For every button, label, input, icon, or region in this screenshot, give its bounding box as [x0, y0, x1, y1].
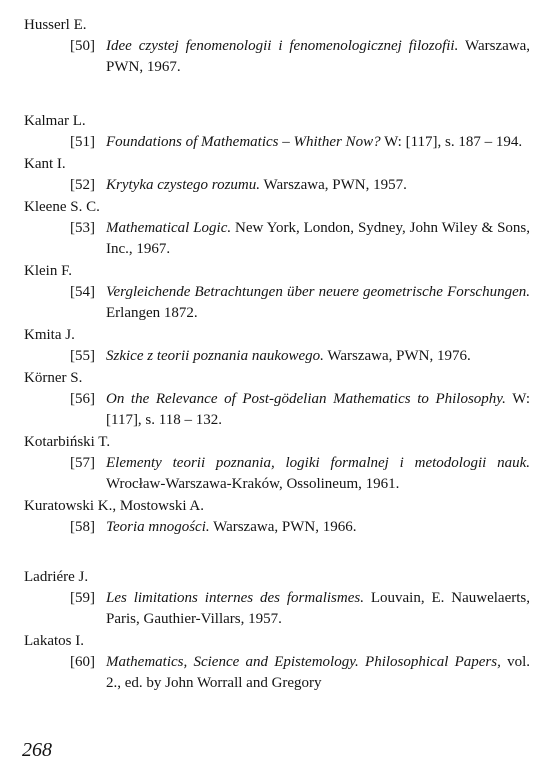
reference-item [24, 282, 530, 324]
reference-item [24, 517, 530, 538]
reference-publication: Warszawa, PWN, 1957. [263, 177, 407, 193]
author-name: Kotarbiński T. [24, 434, 111, 450]
reference-title: Szkice z teorii poznania naukowego. [106, 348, 324, 364]
reference-item [24, 132, 530, 153]
bib-entry-kuratowski [24, 495, 530, 538]
reference-number: [56] [70, 391, 95, 407]
reference-number: [55] [70, 348, 95, 364]
author-name: Lakatos I. [24, 633, 84, 649]
bibliography-list [24, 14, 530, 694]
author-name: Kuratowski K., Mostowski A. [24, 498, 205, 514]
author-name: Husserl E. [24, 17, 87, 33]
reference-title: Mathematics, Science and Epistemology. Philosophical Papers, [106, 654, 501, 670]
reference-item [24, 175, 530, 196]
reference-publication: Louvain, E. Nauwelaerts, Paris, Gauthier-Villars, 1957. [106, 590, 530, 627]
bib-entry-kmita [24, 324, 530, 367]
section-gap [24, 538, 530, 566]
author-name: Ladriére J. [24, 569, 89, 585]
reference-item [24, 652, 530, 694]
reference-title: Foundations of Mathematics – Whither Now? [106, 134, 381, 150]
bib-entry-kotarbinski [24, 431, 530, 495]
author-name: Kmita J. [24, 327, 75, 343]
reference-item [24, 218, 530, 260]
reference-item [24, 588, 530, 630]
reference-publication: Warszawa, PWN, 1976. [327, 348, 471, 364]
reference-title: Elementy teorii poznania, logiki formalnej i metodologii nauk. [106, 455, 530, 471]
reference-title: Krytyka czystego rozumu. [106, 177, 260, 193]
reference-publication: Wrocław-Warszawa-Kraków, Ossolineum, 1961. [106, 476, 400, 492]
author-name: Körner S. [24, 370, 83, 386]
reference-publication: W: [117], s. 118 – 132. [106, 391, 531, 428]
bib-entry-kalmar [24, 110, 530, 153]
reference-publication: W: [117], s. 187 – 194. [384, 134, 523, 150]
author-name: Kleene S. C. [24, 199, 100, 215]
reference-publication: New York, London, Sydney, John Wiley & Sons, Inc., 1967. [106, 220, 530, 257]
reference-publication: Warszawa, PWN, 1967. [106, 38, 531, 75]
reference-number: [50] [70, 38, 95, 54]
bib-entry-klein [24, 260, 530, 324]
bib-entry-lakatos [24, 630, 530, 694]
reference-number: [57] [70, 455, 95, 471]
reference-publication: Erlangen 1872. [106, 305, 198, 321]
reference-number: [53] [70, 220, 95, 236]
reference-title: Idee czystej fenomenologii i fenomenologicznej filozofii. [106, 38, 459, 54]
reference-item [24, 36, 530, 78]
author-name: Klein F. [24, 263, 72, 279]
reference-title: Les limitations internes des formalismes. [106, 590, 364, 606]
bib-entry-ladriere [24, 566, 530, 630]
bib-entry-kleene [24, 196, 530, 260]
reference-number: [60] [70, 654, 95, 670]
bib-entry-kant [24, 153, 530, 196]
reference-item [24, 389, 530, 431]
section-gap [24, 78, 530, 110]
reference-number: [54] [70, 284, 95, 300]
page-number: 268 [22, 739, 52, 761]
reference-item [24, 453, 530, 495]
author-name: Kant I. [24, 156, 66, 172]
reference-title: On the Relevance of Post-gödelian Mathematics to Philosophy. [106, 391, 506, 407]
reference-item [24, 346, 530, 367]
reference-number: [58] [70, 519, 95, 535]
author-name: Kalmar L. [24, 113, 86, 129]
reference-publication: vol. 2., ed. by John Worrall and Gregory [106, 654, 530, 691]
reference-number: [51] [70, 134, 95, 150]
reference-title: Mathematical Logic. [106, 220, 232, 236]
reference-publication: Warszawa, PWN, 1966. [213, 519, 357, 535]
reference-number: [52] [70, 177, 95, 193]
reference-number: [59] [70, 590, 95, 606]
reference-title: Teoria mnogości. [106, 519, 210, 535]
reference-title: Vergleichende Betrachtungen über neuere geometrische Forschungen. [106, 284, 530, 300]
bib-entry-korner [24, 367, 530, 431]
bib-entry-husserl [24, 14, 530, 78]
